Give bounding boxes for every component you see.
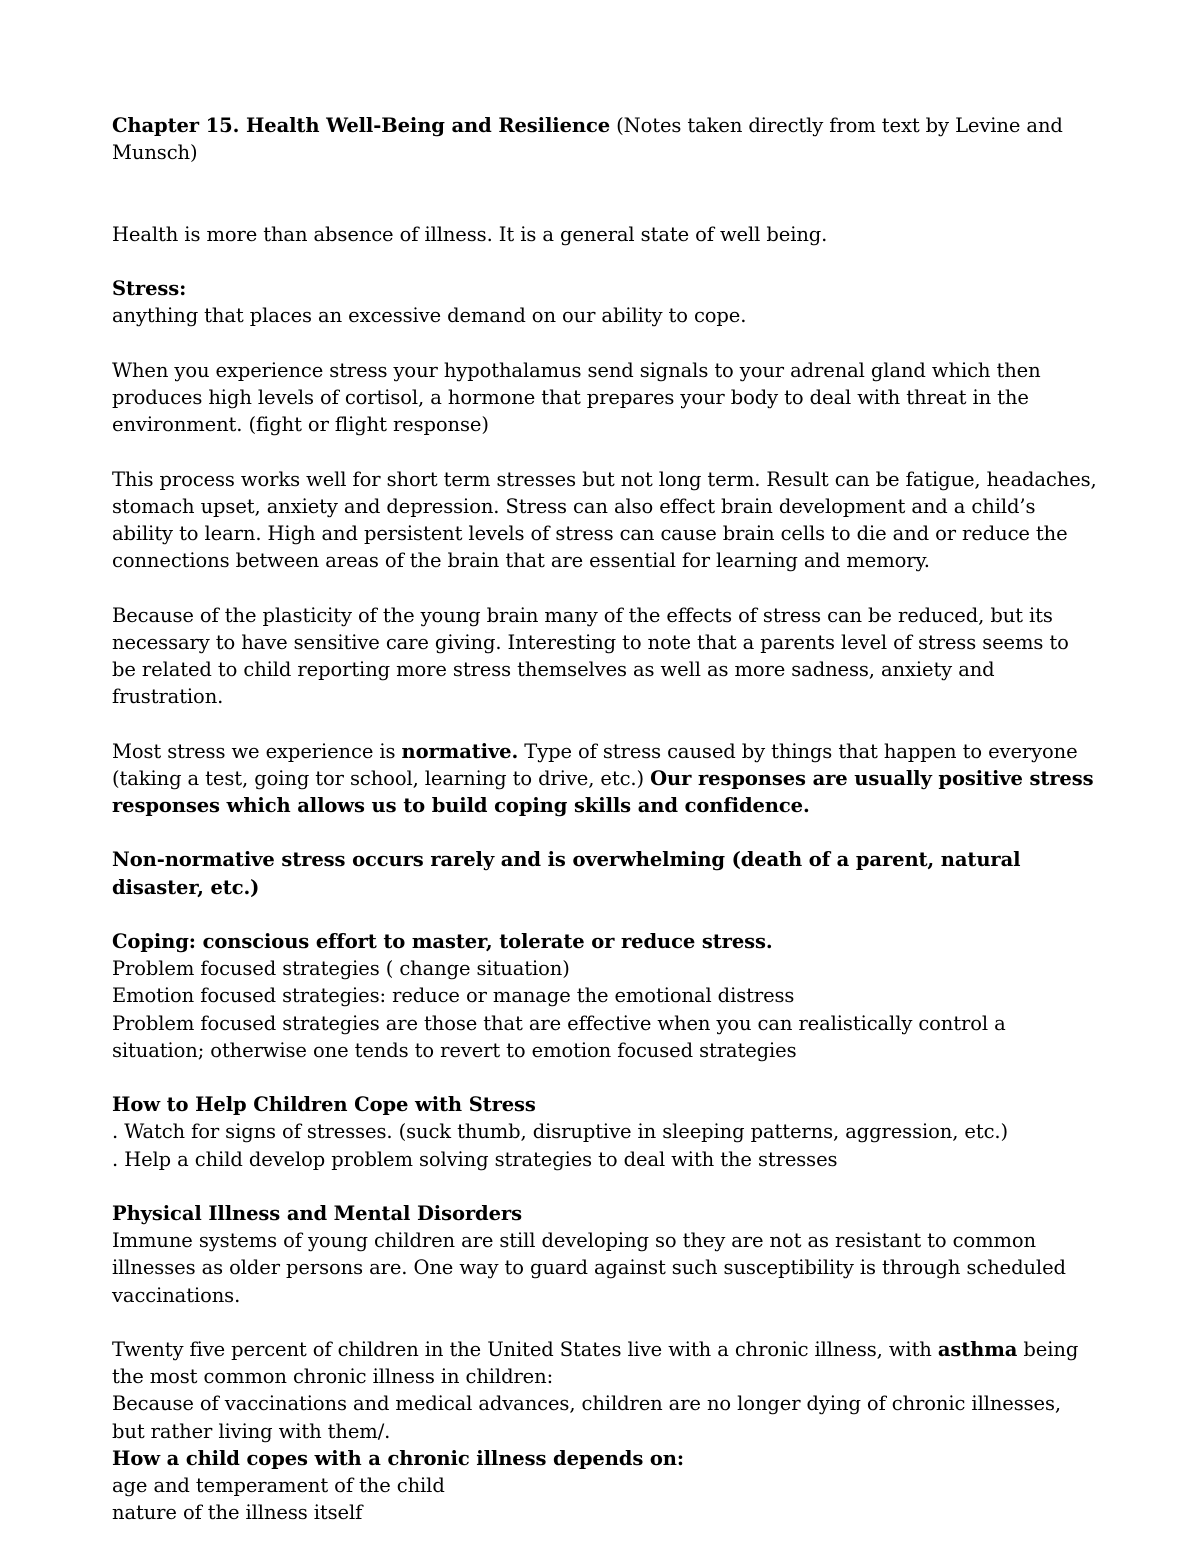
chapter-title: [112, 112, 1097, 166]
factor-illness-nature: nature of the illness itself: [112, 1501, 363, 1525]
positive-responses-note: Our responses are usually positive stress responses which allows us to build coping skills and confidence.: [112, 766, 1094, 817]
help-item-strategies: . Help a child develop problem solving strategies to deal with the stresses: [112, 1147, 838, 1171]
chapter-title-note: (Notes taken directly from text by Levine and Munsch): [112, 114, 1063, 165]
stress-paragraph-plasticity: Because of the plasticity of the young brain many of the effects of stress can be reduced, but its necessary to have sensitive care giving. Interesting to note that a parents level of stress seems to be related to child reporting more stress themselves as well as more sadness, anxiety and frustration.: [112, 603, 1069, 709]
illness-paragraph-vaccinations: Because of vaccinations and medical advances, children are no longer dying of chronic illnesses, but rather living with them/.: [112, 1392, 1062, 1443]
factor-age-temperament: age and temperament of the child: [112, 1473, 445, 1497]
stress-paragraph-cortisol: When you experience stress your hypothalamus send signals to your adrenal gland which then produces high levels of cortisol, a hormone that prepares your body to deal with threat in the environment. (fight or flight response): [112, 358, 1041, 437]
coping-line-emotion: Emotion focused strategies: reduce or manage the emotional distress: [112, 984, 795, 1008]
coping-line-effective: Problem focused strategies are those that are effective when you can realistically control a situation; otherwise one tends to revert to emotion focused strategies: [112, 1011, 1006, 1062]
stress-paragraph-effects: This process works well for short term stresses but not long term. Result can be fatigue, headaches, stomach upset, anxiety and depression. Stress can also effect brain development and a child’s ability to learn. High and persistent levels of stress can cause brain cells to die and or reduce the connections between areas of the brain that are essential for learning and memory.: [112, 467, 1097, 573]
normative-term: normative.: [401, 739, 519, 763]
coping-heading: Coping: conscious effort to master, tolerate or reduce stress.: [112, 929, 773, 953]
chapter-title-bold: Chapter 15. Health Well-Being and Resilience: [112, 114, 611, 137]
illness-paragraph-immune: Immune systems of young children are still developing so they are not as resistant to common illnesses as older persons are. One way to guard against such susceptibility is through scheduled vaccinations.: [112, 1229, 1066, 1307]
document-page: [112, 112, 1097, 1526]
normative-stress-paragraph: Most stress we experience is normative. Type of stress caused by things that happen to everyone (taking a test, going tor school, learning to drive, etc.) Our responses are usually positive stress responses which allows us to build coping skills and confidence.: [112, 739, 1094, 817]
help-children-heading: How to Help Children Cope with Stress: [112, 1093, 536, 1117]
illness-heading: Physical Illness and Mental Disorders: [112, 1201, 522, 1225]
help-item-signs: . Watch for signs of stresses. (suck thumb, disruptive in sleeping patterns, aggression, etc.): [112, 1120, 1009, 1144]
chronic-coping-heading: How a child copes with a chronic illness depends on:: [112, 1446, 684, 1470]
illness-paragraph-chronic: Twenty five percent of children in the United States live with a chronic illness, with asthma being the most common chronic illness in children:: [112, 1337, 1079, 1389]
coping-line-problem: Problem focused strategies ( change situation): [112, 957, 570, 981]
intro-paragraph: Health is more than absence of illness. It is a general state of well being.: [112, 222, 828, 246]
stress-definition: anything that places an excessive demand on our ability to cope.: [112, 304, 747, 328]
stress-heading: Stress:: [112, 277, 187, 301]
asthma-term: asthma: [937, 1337, 1018, 1361]
non-normative-stress: Non-normative stress occurs rarely and is overwhelming (death of a parent, natural disaster, etc.): [112, 848, 1021, 899]
